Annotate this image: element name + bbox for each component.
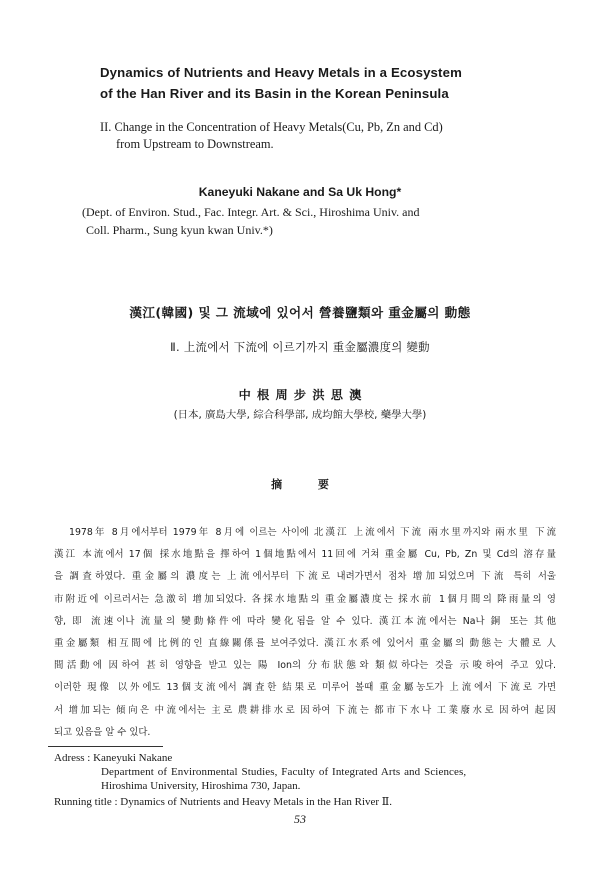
korean-title: 漢江(韓國) 및 그 流域에 있어서 營養鹽類와 重金屬의 動態 bbox=[129, 305, 471, 320]
paper-subtitle-line-1: II. Change in the Concentration of Heavy Metals(Cu, Pb, Zn and Cd) bbox=[100, 120, 443, 134]
footnote-divider bbox=[48, 746, 163, 747]
page-number: 53 bbox=[294, 812, 306, 826]
footnote-adress: Adress : Kaneyuki Nakane bbox=[54, 752, 173, 764]
abstract-line: 되고 있음을 알 수 있다. bbox=[54, 726, 151, 738]
abstract-line: 間活動에 因하여 甚히 영향을 받고 있는 陽 Ion의 分布狀態와 類似하다는 것을 示唆하여 주고 있다. bbox=[54, 660, 556, 672]
author-affiliation bbox=[82, 203, 522, 239]
abstract-body bbox=[54, 522, 556, 744]
abstract-line: 서 增加되는 傾向은 中流에서는 主로 農耕排水로 因하여 下流는 都市下水나 工業廢水로 因하여 起因 bbox=[54, 704, 556, 716]
abstract-line: 市附近에 이르러서는 急激히 增加되었다. 各採水地點의 重金屬濃度는 採水前 1個月間의 降雨量의 영 bbox=[54, 593, 556, 605]
footnote-adress-line-3: Hiroshima University, Hiroshima 730, Japan. bbox=[101, 780, 301, 793]
abstract-line: 漢江 本流에서 17個 採水地點을 擇하여 1個地點에서 11回에 거쳐 重金屬 Cu, Pb, Zn 및 Cd의 溶存量 bbox=[54, 549, 556, 561]
korean-subtitle: Ⅱ. 上流에서 下流에 이르기까지 重金屬濃度의 變動 bbox=[170, 340, 430, 354]
abstract-line: 을 調査하였다. 重金屬의 濃度는 上流에서부터 下流로 내려가면서 점차 增加되었으며 下流 특히 서울 bbox=[54, 571, 556, 583]
footnote-running-title: Running title : Dynamics of Nutrients and Heavy Metals in the Han River Ⅱ. bbox=[54, 795, 393, 808]
footnote-adress-line-2: Department of Environmental Studies, Faculty of Integrated Arts and Sciences, bbox=[101, 766, 467, 779]
paper-subtitle bbox=[100, 119, 530, 153]
abstract-line: 1978年 8月에서부터 1979年 8月에 이르는 사이에 北漢江 上流에서 下流 兩水里까지와 兩水里 下流 bbox=[69, 527, 556, 538]
footnote bbox=[54, 751, 556, 809]
affiliation-line-2: Coll. Pharm., Sung kyun kwan Univ.*) bbox=[86, 223, 273, 237]
abstract-line: 重金屬類 相互間에 比例的인 直線關係를 보여주었다. 漢江水系에 있어서 重金屬의 動態는 大體로 人 bbox=[54, 638, 556, 650]
abstract-heading: 摘 要 bbox=[271, 478, 345, 491]
korean-affiliation: (日本, 廣島大學, 綜合科學部, 成均館大學校, 藥學大學) bbox=[173, 409, 427, 421]
paper-title bbox=[100, 62, 540, 104]
abstract-line: 향, 即 流速이나 流量의 變動條件에 따라 變化됨을 알 수 있다. 漢江本流에서는 Na나 銅 또는 其他 bbox=[54, 615, 556, 627]
abstract-line: 이러한 現像 以外에도 13個支流에서 調査한 結果로 미루어 볼때 重金屬농도가 上流에서 下流로 가면 bbox=[54, 682, 556, 694]
paper-subtitle-line-2: from Upstream to Downstream. bbox=[116, 137, 274, 151]
paper-title-line-2: of the Han River and its Basin in the Korean Peninsula bbox=[100, 86, 449, 101]
affiliation-line-1: (Dept. of Environ. Stud., Fac. Integr. Art. & Sci., Hiroshima Univ. and bbox=[82, 205, 420, 219]
author-list: Kaneyuki Nakane and Sa Uk Hong* bbox=[198, 185, 402, 199]
korean-author-list: 中 根 周 步 洪 思 澳 bbox=[238, 388, 362, 402]
paper-title-line-1: Dynamics of Nutrients and Heavy Metals in a Ecosystem bbox=[100, 65, 462, 80]
